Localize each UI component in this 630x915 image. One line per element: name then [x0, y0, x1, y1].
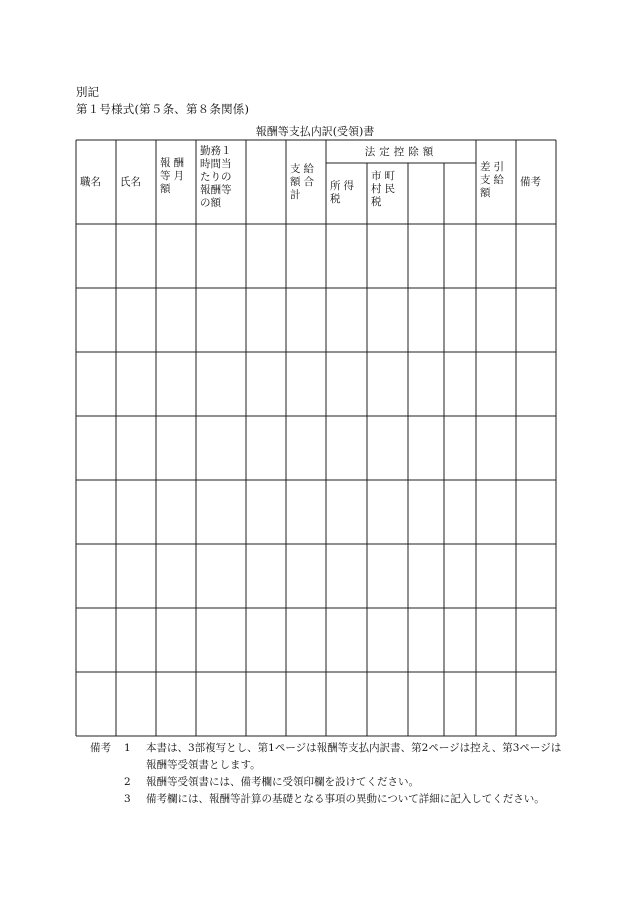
header-remarks: 備考	[520, 176, 541, 188]
header-monthly-remuneration: 報酬 等月 額	[160, 157, 187, 195]
note-number: 1	[124, 742, 131, 754]
note-text: 備考欄には、報酬等計算の基礎となる事項の異動について詳細に記入してください。	[146, 793, 545, 805]
note-number: 3	[124, 793, 131, 805]
header-income-tax: 所得 税	[330, 180, 357, 205]
header-shimei: 氏名	[120, 176, 141, 188]
header-statutory-deductions: 法定控除額	[364, 146, 438, 158]
notes-heading: 備考	[90, 742, 111, 754]
note-number: 2	[124, 776, 131, 788]
note-text: 本書は、3部複写とし、第1ページは報酬等支払内訳書、第2ページは控え、第3ページは報酬等受領書とします。	[146, 742, 562, 771]
header-hourly-remuneration: 勤務１ 時間当 たりの 報酬等 の額	[200, 145, 232, 209]
annex-label: 別記	[76, 85, 99, 99]
header-shokumei: 職名	[80, 176, 101, 188]
note-item-2	[90, 774, 566, 791]
form-number-label: 第１号様式(第５条、第８条関係)	[76, 102, 250, 116]
document-title: 報酬等支払内訳(受領)書	[255, 125, 375, 138]
note-item-3	[90, 791, 566, 808]
header-total-payment: 支給 額合 計	[290, 163, 317, 201]
note-item-1	[90, 740, 566, 774]
notes-section	[90, 740, 566, 808]
note-text: 報酬等受領書には、備考欄に受領印欄を設けてください。	[146, 776, 419, 788]
header-net-payment: 差引 支給 額	[480, 161, 507, 199]
header-municipal-tax: 市町 村民 税	[371, 170, 398, 208]
